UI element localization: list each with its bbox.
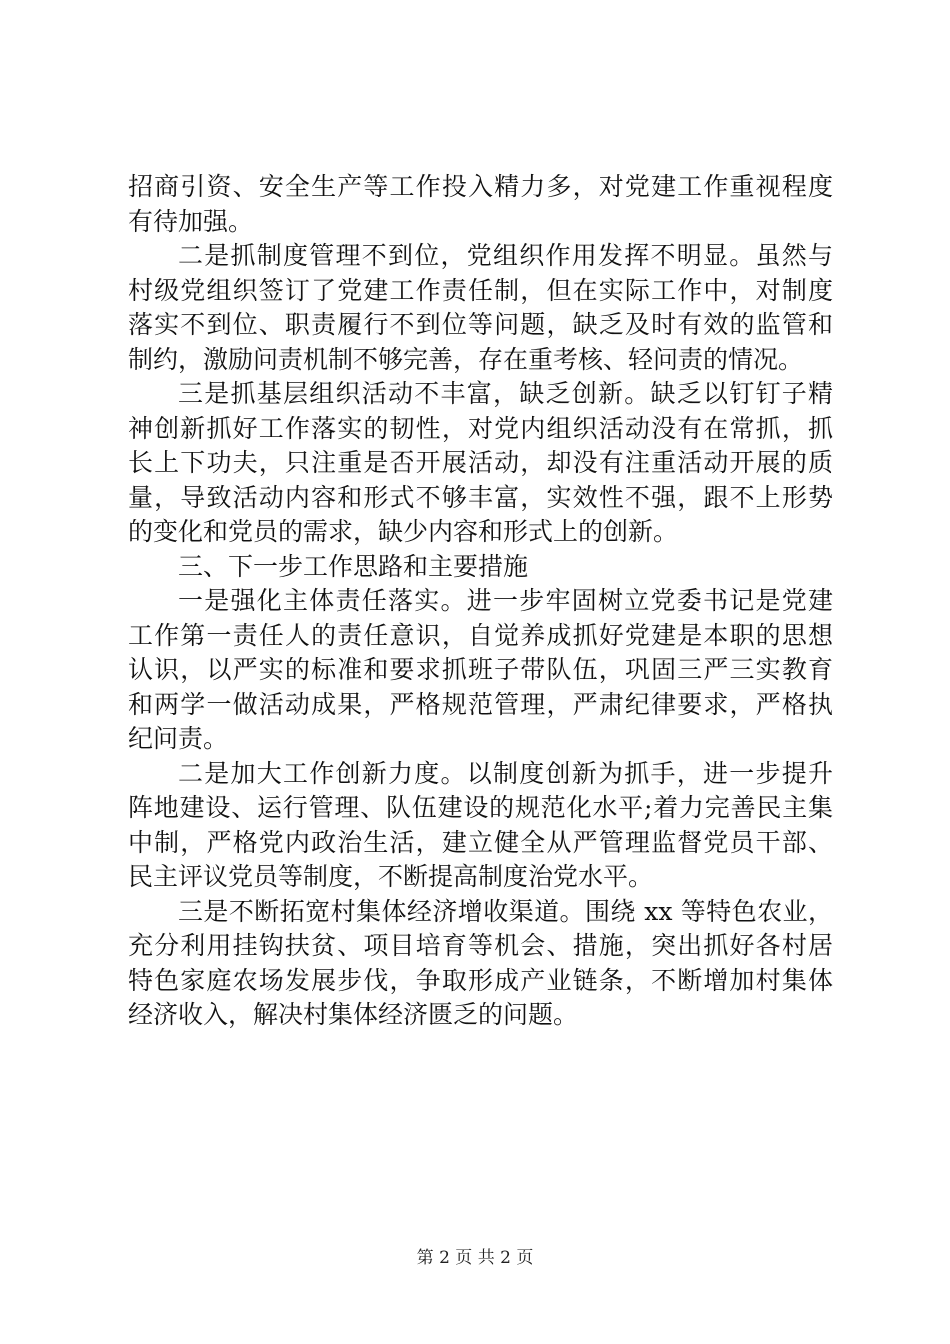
- text-line: 长上下功夫，只注重是否开展活动，却没有注重活动开展的质: [128, 448, 833, 477]
- text-line: 和两学一做活动成果，严格规范管理，严肃纪律要求，严格执: [128, 689, 833, 719]
- text-line: 落实不到位、职责履行不到位等问题，缺乏及时有效的监管和: [128, 310, 833, 339]
- text-line: 民主评议党员等制度，不断提高制度治党水平。: [128, 862, 654, 891]
- text-line: 中制，严格党内政治生活，建立健全从严管理监督党员干部、: [128, 827, 833, 857]
- text-line: 三、下一步工作思路和主要措施: [178, 551, 529, 581]
- text-line: 三是抓基层组织活动不丰富，缺乏创新。缺乏以钉钉子精: [178, 379, 833, 408]
- text-line: 二是加大工作创新力度。以制度创新为抓手，进一步提升: [178, 758, 833, 788]
- text-line: 纪问责。: [128, 724, 229, 753]
- text-line: 有待加强。: [128, 206, 254, 236]
- text-line: 充分利用挂钩扶贫、项目培育等机会、措施，突出抓好各村居: [128, 931, 833, 960]
- text-line: 阵地建设、运行管理、队伍建设的规范化水平;着力完善民主集: [128, 793, 833, 822]
- text-line: 的变化和党员的需求，缺少内容和形式上的创新。: [128, 517, 679, 546]
- text-line: 特色家庭农场发展步伐，争取形成产业链条，不断增加村集体: [128, 965, 833, 995]
- text-line: 认识，以严实的标准和要求抓班子带队伍，巩固三严三实教育: [128, 655, 833, 684]
- text-line: 经济收入，解决村集体经济匮乏的问题。: [128, 1000, 579, 1029]
- body-text: [128, 170, 833, 1033]
- text-line: 制约，激励问责机制不够完善，存在重考核、轻问责的情况。: [128, 344, 804, 374]
- page-footer: 第 2 页 共 2 页: [416, 1248, 534, 1268]
- text-line: 神创新抓好工作落实的韧性，对党内组织活动没有在常抓，抓: [128, 413, 833, 443]
- text-line: 量，导致活动内容和形式不够丰富，实效性不强，跟不上形势: [128, 482, 833, 512]
- text-line: 村级党组织签订了党建工作责任制，但在实际工作中，对制度: [128, 275, 833, 305]
- text-line: 三是不断拓宽村集体经济增收渠道。围绕 xx 等特色农业，: [178, 896, 833, 926]
- text-line: 二是抓制度管理不到位，党组织作用发挥不明显。虽然与: [178, 241, 833, 270]
- text-line: 工作第一责任人的责任意识，自觉养成抓好党建是本职的思想: [128, 620, 833, 650]
- text-line: 招商引资、安全生产等工作投入精力多，对党建工作重视程度: [128, 172, 833, 201]
- text-line: 一是强化主体责任落实。进一步牢固树立党委书记是党建: [178, 586, 833, 615]
